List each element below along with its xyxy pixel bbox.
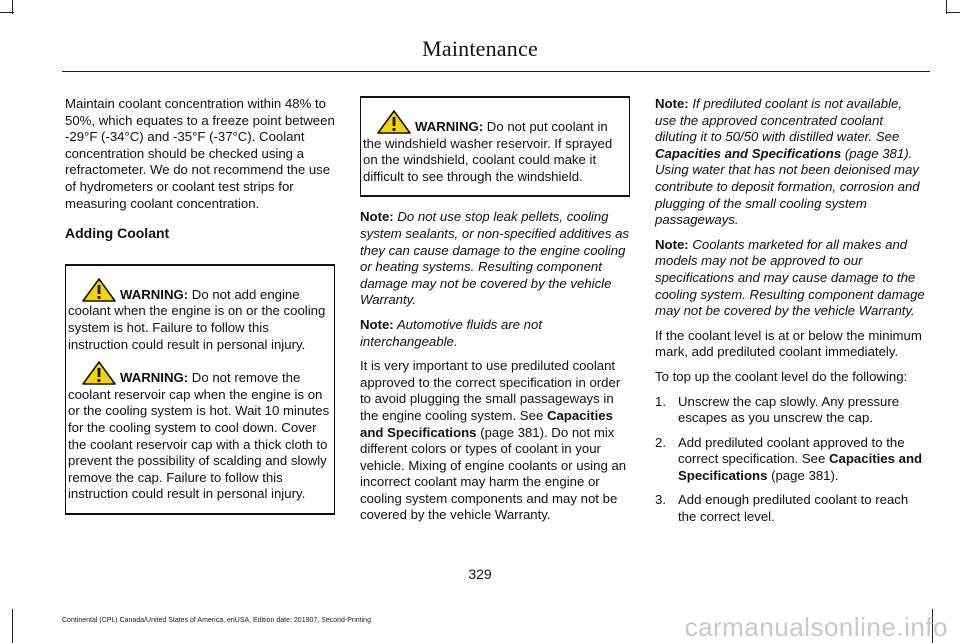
warning-triangle-icon (82, 361, 116, 385)
crop-mark-top-left-h (0, 12, 14, 13)
cross-reference-link[interactable]: Capacities and Specifications (360, 407, 613, 440)
note-paragraph (655, 237, 925, 320)
step-number: 2. (655, 434, 666, 450)
note-paragraph (360, 317, 630, 350)
step-text: Add prediluted coolant approved to the correct specification. See (678, 434, 905, 467)
page-number: 329 (468, 566, 492, 582)
list-item (655, 435, 925, 485)
note-paragraph (360, 209, 630, 309)
column-3 (655, 96, 925, 534)
note-text: If prediluted coolant is not available, use the approved concentrated coolant diluting it to 50/50 with distilled water. See (655, 96, 903, 145)
section-heading: Adding Coolant (65, 225, 170, 242)
step-text: Unscrew the cap slowly. Any pressure escapes as you unscrew the cap. (678, 393, 900, 426)
crop-mark-top-right-h (946, 12, 960, 13)
warning-label: WARNING: (415, 119, 484, 134)
header-divider (62, 71, 930, 72)
warning-item (68, 361, 332, 503)
body-paragraph: If the coolant level is at or below the minimum mark, add prediluted coolant immediately. (655, 327, 922, 360)
step-text: Add enough prediluted coolant to reach the correct level. (678, 492, 909, 525)
warning-item (68, 278, 332, 353)
warning-triangle-icon (377, 110, 411, 134)
edition-footer: Continental (CPL) Canada/United States of America, enUSA, Edition date: 201907, Second-Printing (62, 617, 371, 624)
column-2 (360, 96, 630, 532)
note-label: Note: (360, 209, 394, 225)
note-label: Note: (360, 316, 394, 332)
warning-box (360, 96, 630, 197)
watermark: carmanualsonline.info (684, 612, 948, 642)
cross-reference-link[interactable]: Capacities and Specifications (655, 145, 842, 161)
body-paragraph: To top up the coolant level do the following: (655, 368, 908, 384)
note-text: (page 381). Using water that has not been deionised may contribute to deposit formation, corrosion and plugging of the small cooling system passageways. (655, 145, 920, 228)
note-paragraph (655, 96, 925, 229)
list-item (655, 492, 925, 525)
list-item (655, 394, 925, 427)
warning-box (65, 264, 335, 515)
intro-paragraph: Maintain coolant concentration within 48% to 50%, which equates to a freeze point between -29°F (-34°C) and -35°F (-37°C). Coolant concentration should be checked using a refractometer. We do not recommend the use of hydrometers or coolant test strips for measuring coolant concentration. (65, 96, 335, 211)
warning-text: Do not put coolant in the windshield washer reservoir. If sprayed on the windshield, coolant could make it difficult to see through the windshield. (363, 119, 613, 184)
warning-triangle-icon (82, 278, 116, 302)
body-text: (page 381). Do not mix different colors or types of coolant in your vehicle. Mixing of engine coolants or using an incorrect coolant may harm the engine or cooling system components and may not be covered by the vehicle Warranty. (360, 424, 627, 523)
warning-item (363, 110, 627, 185)
crop-mark-bottom-left-v (12, 609, 13, 643)
column-1 (65, 96, 335, 527)
body-paragraph (360, 358, 630, 524)
steps-list (655, 394, 925, 526)
warning-text: Do not add engine coolant when the engine is on or the cooling system is hot. Failure to follow this instruction could result in personal injury. (68, 286, 326, 352)
note-label: Note: (655, 236, 689, 252)
note-text: Automotive fluids are not interchangeable. (360, 316, 543, 349)
note-label: Note: (655, 96, 689, 111)
step-number: 3. (655, 492, 666, 508)
cross-reference-link[interactable]: Capacities and Specifications (678, 451, 923, 483)
note-text: Do not use stop leak pellets, cooling system sealants, or non-specified additives as they can cause damage to the engine cooling or heating systems. Resulting component damage may not be covered by the vehicle Warranty. (360, 209, 630, 308)
body-text: It is very important to use prediluted coolant approved to the correct specification in order to avoid plugging the small passageways in the engine cooling system. See (360, 358, 621, 423)
warning-text: Do not remove the coolant reservoir cap when the engine is on or the cooling system is hot. Wait 10 minutes for the cooling system to cool down. Cover the coolant reservoir cap with a thick cloth to prevent the possibility of scalding and slowly remove the cap. Failure to follow this instruction could result in personal injury. (68, 370, 330, 502)
note-text: Coolants marketed for all makes and models may not be approved to our specifications and may cause damage to the cooling system. Resulting component damage may not be covered by the vehicle Warranty. (655, 236, 925, 319)
step-number: 1. (655, 393, 666, 409)
warning-label: WARNING: (120, 286, 189, 302)
warning-label: WARNING: (120, 370, 189, 386)
page-title: Maintenance (422, 36, 538, 61)
step-text: (page 381). (767, 467, 839, 483)
